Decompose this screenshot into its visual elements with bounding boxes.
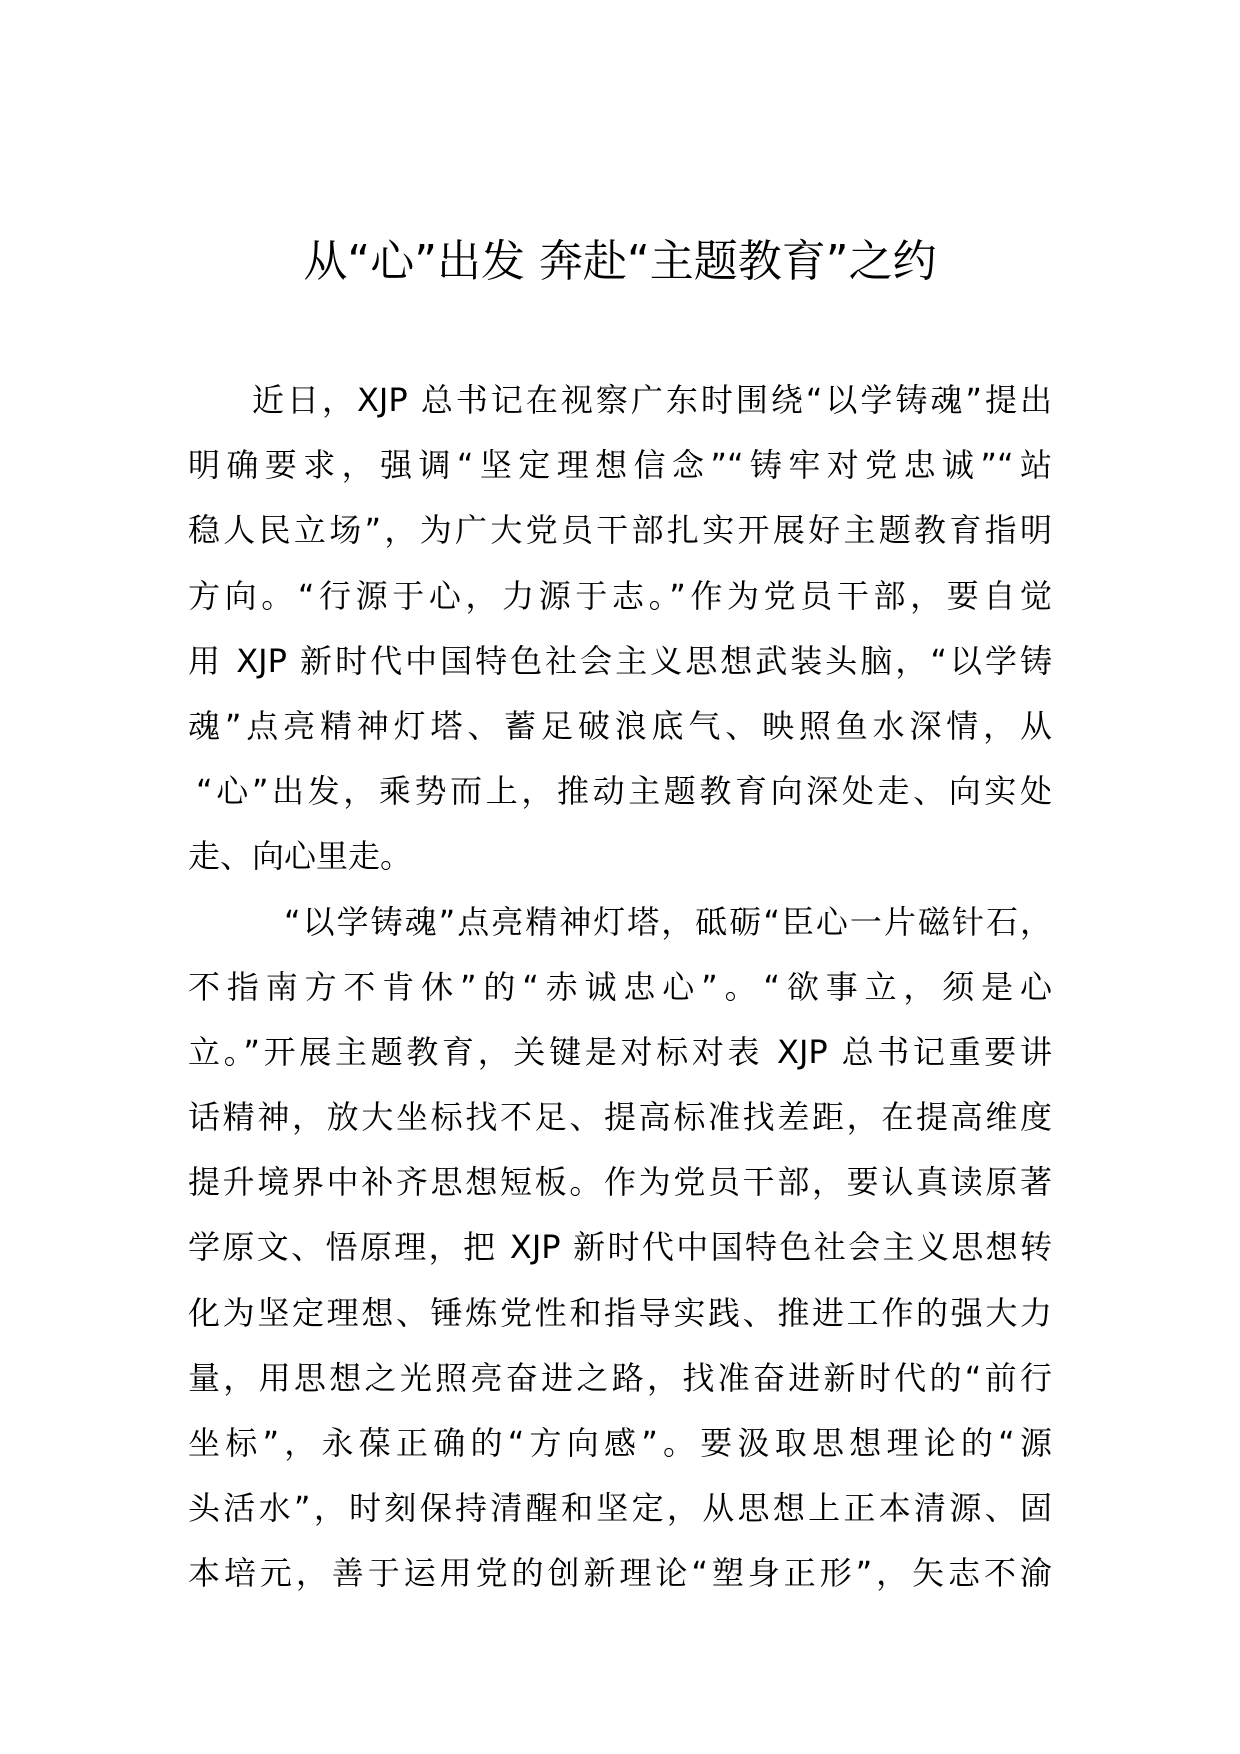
paragraph-line: 用 XJP 新时代中国特色社会主义思想武装头脑，“以学铸 bbox=[188, 641, 1052, 680]
paragraph-line: 话精神，放大坐标找不足、提高标准找差距，在提高维度 bbox=[188, 1098, 1052, 1137]
paragraph-line: 近日，XJP 总书记在视察广东时围绕“以学铸魂”提出 bbox=[252, 381, 1052, 419]
paragraph-line: 本培元，善于运用党的创新理论“塑身正形”，矢志不渝 bbox=[188, 1554, 1052, 1593]
paragraph-line: “以学铸魂”点亮精神灯塔，砥砺“臣心一片磁针石， bbox=[284, 902, 1052, 941]
paragraph-line: 量，用思想之光照亮奋进之路，找准奋进新时代的“前行 bbox=[188, 1358, 1052, 1397]
paragraph-line: 提升境界中补齐思想短板。作为党员干部，要认真读原著 bbox=[188, 1163, 1052, 1202]
paragraph-line: 方向。“行源于心，力源于志。”作为党员干部，要自觉 bbox=[188, 576, 1052, 615]
paragraph-1 bbox=[188, 368, 1052, 890]
paragraph-2 bbox=[188, 890, 1052, 1607]
paragraph-line: 走、向心里走。 bbox=[188, 837, 413, 876]
paragraph-line: 不指南方不肯休”的“赤诚忠心”。“欲事立，须是心 bbox=[188, 967, 1052, 1006]
document-body bbox=[188, 368, 1052, 1607]
document-title: 从“心”出发 奔赴“主题教育”之约 bbox=[303, 236, 937, 287]
paragraph-line: 立。”开展主题教育，关键是对标对表 XJP 总书记重要讲 bbox=[188, 1032, 1052, 1071]
paragraph-line: 化为坚定理想、锤炼党性和指导实践、推进工作的强大力 bbox=[188, 1293, 1052, 1332]
paragraph-line: 明确要求，强调“坚定理想信念”“铸牢对党忠诚”“站 bbox=[188, 446, 1052, 485]
paragraph-line: 稳人民立场”，为广大党员干部扎实开展好主题教育指明 bbox=[188, 511, 1052, 550]
paragraph-line: 魂”点亮精神灯塔、蓄足破浪底气、映照鱼水深情，从 bbox=[188, 706, 1052, 745]
paragraph-line: 头活水”，时刻保持清醒和坚定，从思想上正本清源、固 bbox=[188, 1489, 1052, 1528]
paragraph-line: “心”出发，乘势而上，推动主题教育向深处走、向实处 bbox=[196, 772, 1052, 811]
paragraph-line: 学原文、悟原理，把 XJP 新时代中国特色社会主义思想转 bbox=[188, 1228, 1052, 1267]
paragraph-line: 坐标”，永葆正确的“方向感”。要汲取思想理论的“源 bbox=[188, 1424, 1052, 1462]
